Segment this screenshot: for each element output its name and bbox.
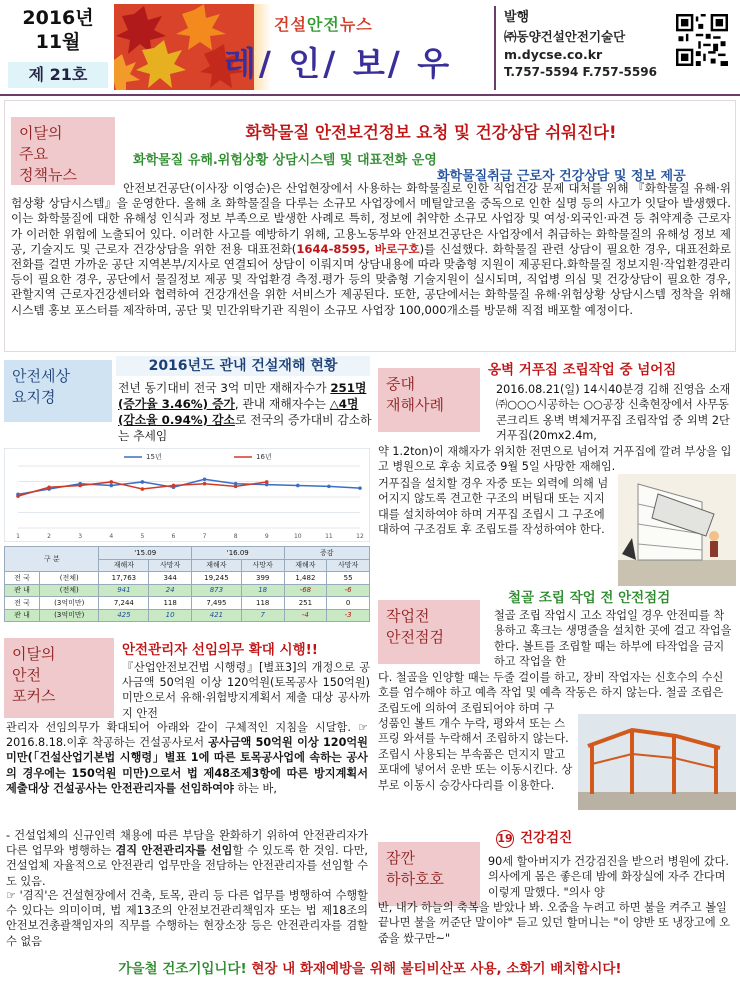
chart-point: [141, 487, 145, 491]
table-cell: -6: [327, 584, 370, 597]
policy-news-subtitle-2: 화학물질취급 근로자 건강상담 및 정보 제공: [437, 169, 686, 184]
steel-frame-photo: [578, 714, 736, 810]
accident-stats-section: [4, 356, 370, 628]
publisher-website[interactable]: m.dycse.co.kr: [504, 47, 603, 62]
issue-month: 11월: [35, 31, 81, 53]
subtitle-part-1: 건설: [274, 15, 307, 34]
table-cell: 0: [327, 597, 370, 610]
table-cell: 전 국: [5, 597, 40, 610]
pre-work-inspection-section: [376, 586, 736, 824]
chart-point: [296, 484, 300, 488]
table-cell: 재해자: [99, 559, 149, 572]
table-cell: 18: [241, 584, 284, 597]
stats-text-part: , 관내 재해자수는: [234, 397, 330, 411]
stats-label: 안전세상 요지경: [4, 360, 112, 422]
chart-point: [265, 480, 269, 484]
footer-slogan-green: 가을철 건조기입니다!: [118, 961, 247, 977]
focus-paragraph-1: 『산업안전보건법 시행령』[별표3]의 개정으로 공사금액 50억원 이상 120억원(토목공사 150억원)미만으로서 유해·위험방지계획서 제출 대상 공사까지 안전: [122, 661, 370, 720]
focus-paragraph-3: [6, 828, 368, 889]
table-cell: 관 내: [5, 584, 40, 597]
table-cell: 7: [241, 609, 284, 622]
table-cell: 증감: [284, 547, 369, 560]
table-cell: (전체): [40, 572, 99, 585]
humor-number-badge: 19: [496, 830, 514, 848]
footer-slogan-red: 현장 내 화재예방을 위해 불티비산포 사용, 소화기 배치합시다!: [246, 961, 622, 977]
chart-point: [234, 485, 238, 489]
accident-line-chart: [4, 448, 370, 542]
chart-point: [203, 482, 207, 486]
table-row: [5, 584, 370, 597]
table-cell: 사망자: [241, 559, 284, 572]
table-row: [5, 609, 370, 622]
table-cell: 941: [99, 584, 149, 597]
focus-text-part: 관리자 선임의무가 확대되어 아래와 같이 구체적인 지침을 시달함. ☞ 2016.8.18.이후 착공하는 건설공사로서: [6, 721, 368, 750]
policy-news-body: [11, 181, 731, 318]
focus-label: 이달의 안전 포커스: [4, 638, 114, 718]
case-paragraph-1: 2016.08.21(일) 14시40분경 김해 진영읍 소재 ㈜○○○시공하는 ○○공장 신축현장에서 사무동 콘크리트 옹벽 벽체거푸집 조립작업 중 외벽 2단 거푸집(20mx2.4m,: [496, 383, 731, 443]
table-row: [5, 597, 370, 610]
table-cell: 관 내: [5, 609, 40, 622]
chart-point: [78, 484, 82, 488]
policy-body-part: )를 신설했다. 화학물질 관련 상담이 필요한 경우, 대표전화로 전화를 걸면 가까운 공단 지역본부/지사로 연결되어 상담이 이뤄지며 상담내용에 따라 맞춤형 지원이 제공된다.화학물질 정보지원·작업환경관리 등이 필요한 경우, 공단에서 물질정보 제공 및 작업환경 측정.평가 등의 맞춤형 기술지원이 실시되며, 직업병 의심 및 건강상담이 필요한 경우, 관할지역 근로자건강센터와 협력하여 건강개선을 위한 서비스가 제공된다. 또한, 공단에서는 화학물질 유해·위험상황 상담시스템 정착을 위해 시스템 홍보 포스터를 제작하며, 공단 및 민간위탁기관 직원이 소규모 사업장 100,000개소를 방문해 직접 배포할 예정이다.: [11, 241, 731, 317]
qr-code-icon[interactable]: [676, 14, 728, 66]
publisher-info: [494, 6, 734, 90]
table-row: [5, 572, 370, 585]
focus-paragraph-4: ☞ '겸직'은 건설현장에서 건축, 토목, 관리 등 다른 업무를 병행하여 수행할 수 있다는 의미이며, 법 제13조의 안전보건관리책임자 또는 법 제18조의 안전보건총괄책임자의 직무를 수행하는 현장소장 등은 안전관리자를 겸할 수 없음: [6, 889, 368, 948]
humor-section: [376, 826, 736, 954]
chart-x-tick-label: 1: [16, 533, 20, 540]
table-cell: '15.09: [99, 547, 192, 560]
table-cell: 118: [241, 597, 284, 610]
policy-body-part: 안전보건공단(이사장 이영순)은 산업현장에서 사용하는 화학물질로 인한 직업건강 문제 대처를 위해 『화학물질 유해·위험상황 상담시스템』을 운영한다. 올해 초 화학물질을 다루는 소규모 사업장에서 메틸알코올 중독으로 인한 실명 등의 사고가 잇달아 발생했다. 이는 화학물질에 대한 유해성 인식과 정보 부족으로 발생한 사례로 특히, 정보에 취약한 소규모 사업장 및 여성·외국인·파견 등 취약계층 근로자가 이러한 위험에 노출되어 있다. 이러한 사고를 예방하기 위해, 고용노동부와 안전보건공단은 사업장에서 취급하는 화학물질의 유해성 정보 제공, 기술지도 및 근로자 건강상담을 위한 전용 대표전화(: [11, 181, 731, 256]
inspection-title: 철골 조립 작업 전 안전점검: [508, 590, 671, 606]
table-cell: 425: [99, 609, 149, 622]
case-title: 옹벽 거푸집 조립작업 중 넘어짐: [488, 362, 677, 378]
chart-point: [16, 494, 20, 498]
case-paragraph-3: 거푸집을 설치할 경우 자중 또는 외력에 의해 넘어지지 않도록 견고한 구조의 버팀대 또는 지지대를 설치하여야 하며 거푸집 조립시 그 구조에 대하여 구조검토 후 조립도를 작성하여야 한다.: [378, 477, 609, 537]
accident-stats-table: [4, 546, 370, 622]
masthead-banner: [114, 4, 488, 90]
stats-text-part: 전년 동기대비 전국 3억 미만 재해자수가: [118, 381, 331, 395]
chart-x-tick-label: 11: [325, 533, 333, 540]
masthead-title: 레/ 인/ 보/ 우: [224, 44, 453, 83]
table-cell: 421: [192, 609, 242, 622]
chart-point: [172, 484, 176, 488]
issue-year: 2016년: [22, 7, 94, 29]
table-cell: 55: [327, 572, 370, 585]
chart-point: [141, 480, 145, 484]
table-cell: 24: [149, 584, 192, 597]
focus-text-part: 할 수 있도록 한 것임. 다만, 건설업체 자율적으로 안전관리 업무만을 전담하는 안전관리자를 선임할 수도 있음.: [6, 844, 368, 888]
table-cell: 사망자: [149, 559, 192, 572]
issue-box: [8, 6, 108, 90]
table-cell: 873: [192, 584, 242, 597]
focus-concurrent-manager: 겸직 안전관리자를 선임: [115, 844, 233, 858]
policy-news-subtitle: 화학물질 유해.위험상황 상담시스템 및 대표전화 운영: [133, 153, 437, 168]
issue-number: 제 21호: [8, 62, 108, 88]
table-cell: 사망자: [327, 559, 370, 572]
chart-x-tick-label: 5: [140, 533, 145, 540]
table-cell: 118: [149, 597, 192, 610]
humor-title: [496, 826, 572, 848]
table-cell: 10: [149, 609, 192, 622]
publisher-label: 발행: [504, 10, 530, 25]
chart-point: [109, 480, 113, 484]
chart-legend-label: 16년: [256, 453, 272, 461]
table-cell: 전 국: [5, 572, 40, 585]
chart-point: [327, 485, 331, 489]
table-cell: 재해자: [192, 559, 242, 572]
chart-x-tick-label: 10: [293, 533, 302, 540]
chart-x-tick-label: 8: [233, 533, 238, 540]
chart-point: [109, 484, 113, 488]
chart-x-tick-label: 12: [356, 533, 364, 540]
table-cell: 19,245: [192, 572, 242, 585]
chart-x-tick-label: 7: [202, 533, 207, 540]
chart-point: [358, 486, 362, 490]
table-cell: 17,763: [99, 572, 149, 585]
inspection-paragraph-3: 성품인 볼트 개수 누락, 평와셔 또는 스프링 와셔를 누락해서 조립하지 않는다. 조립시 사용되는 부속품은 던지지 말고 포대에 넣어서 운반 또는 이동시킨다. 상부로 이동시 승강사다리를 이용한다.: [378, 717, 573, 792]
humor-label: 잠깐 하하호호: [378, 842, 480, 906]
stats-title: 2016년도 관내 건설재해 현황: [116, 356, 370, 376]
chart-point: [47, 485, 51, 489]
publisher-phone: T.757-5594 F.757-5596: [504, 65, 657, 79]
inspection-paragraph-1: 철골 조립 작업시 고소 작업일 경우 안전띠를 착용하고 훅크는 생명줄을 설치한 곳에 걸고 작업을 한다. 볼트를 조립할 때는 하부에 타작업을 금지하고 작업을 한: [494, 609, 732, 669]
table-cell: 구 분: [5, 547, 99, 572]
stats-national-increase: 251명(증가율 3.46%) 증가: [118, 381, 367, 411]
humor-title-text: 건강검진: [520, 830, 573, 846]
policy-news-label: 이달의 주요 정책뉴스: [11, 117, 115, 185]
subtitle-part-3: 뉴스: [339, 15, 373, 34]
chart-x-tick-label: 9: [264, 533, 269, 540]
inspection-paragraph-2: 다. 철골을 인양할 때는 두줄 걸이를 하고, 장비 작업자는 신호수의 수신호를 엄수해야 하고 예측 작업 및 예측 작동은 하지 않는다. 철골 조립은 조립도에 의하여 조립되어야 하며 구: [378, 671, 724, 715]
focus-requirement: 공사금액 50억원 이상 120억원 미만(「건설산업기본법 시행령」별표 1에 따른 토목공사업에 속하는 공사의 경우에는 150억원 미만)으로서 법 제48조제3항에 따른 방지계획서 제출대상 건설공사는 안전관리자를 선임하여야: [6, 736, 368, 795]
focus-text-part: 하는 바,: [233, 781, 277, 795]
subtitle-part-2: 안전: [306, 15, 340, 34]
case-paragraph-2: 약 1.2ton)이 재해자가 위치한 전면으로 넘어져 거푸집에 깔려 부상을 입고 병원으로 후송 치료중 9월 5일 사망한 재해임.: [378, 445, 732, 474]
chart-x-tick-label: 4: [109, 533, 114, 540]
focus-text-part: - 건설업체의 신규인력 채용에 따른 부담을 완화하기 위하여 안전관리자가 다른 업무와 병행하는: [6, 829, 368, 858]
table-cell: -3: [327, 609, 370, 622]
safety-focus-section: [4, 632, 370, 950]
stats-local-decrease: △4명(감소율 0.94%) 감소: [118, 397, 359, 427]
humor-paragraph-2: 반, 내가 하늘의 축복을 받았나 봐. 오줌을 누려고 하면 불을 켜주고 볼일 끝나면 불을 꺼준단 말이야" 듣고 있던 할머니는 "이 양반 또 냉장고에 오줌을 쌌구만~": [378, 901, 731, 945]
newsletter-header: [0, 0, 740, 96]
table-cell: -4: [284, 609, 327, 622]
table-cell: (3억미만): [40, 597, 99, 610]
formwork-collapse-illustration: [618, 474, 736, 586]
publisher-company: ㈜동양건설안전기술단: [504, 29, 626, 44]
case-label: 중대 재해사례: [378, 368, 480, 432]
chart-x-tick-label: 2: [47, 533, 52, 540]
accident-case-section: [376, 356, 736, 582]
chart-x-tick-label: 6: [171, 533, 176, 540]
table-cell: 7,244: [99, 597, 149, 610]
table-header-row: [5, 547, 370, 560]
table-cell: (전체): [40, 584, 99, 597]
humor-paragraph-1: 90세 할아버지가 건강검진을 받으러 병원에 갔다. 의사에게 몸은 좋은데 밤에 화장실에 자주 간다며 이렇게 말했다. "의사 양: [488, 855, 729, 899]
inspection-label: 작업전 안전점검: [378, 600, 480, 664]
table-cell: (3억미만): [40, 609, 99, 622]
table-cell: 7,495: [192, 597, 242, 610]
footer-slogan: [0, 956, 740, 982]
policy-news-section: [4, 100, 736, 352]
stats-text-part: 로 전국의 증가대비 감소하는 추세임: [118, 413, 372, 443]
table-cell: -68: [284, 584, 327, 597]
chart-point: [203, 477, 207, 481]
focus-title: 안전관리자 선임의무 확대 시행!!: [122, 642, 318, 658]
policy-news-title: 화학물질 안전보건정보 요청 및 건강상담 쉬워진다!: [245, 123, 617, 142]
table-cell: 251: [284, 597, 327, 610]
policy-hotline: 1644-8595, 바로구호: [296, 241, 420, 256]
table-cell: 344: [149, 572, 192, 585]
table-cell: 재해자: [284, 559, 327, 572]
masthead-subtitle: [274, 12, 373, 35]
table-cell: 399: [241, 572, 284, 585]
stats-summary: [118, 380, 372, 444]
table-cell: 1,482: [284, 572, 327, 585]
chart-x-tick-label: 3: [78, 533, 83, 540]
table-cell: '16.09: [192, 547, 285, 560]
chart-legend-label: 15년: [146, 453, 162, 461]
focus-paragraph-2: [6, 720, 368, 796]
